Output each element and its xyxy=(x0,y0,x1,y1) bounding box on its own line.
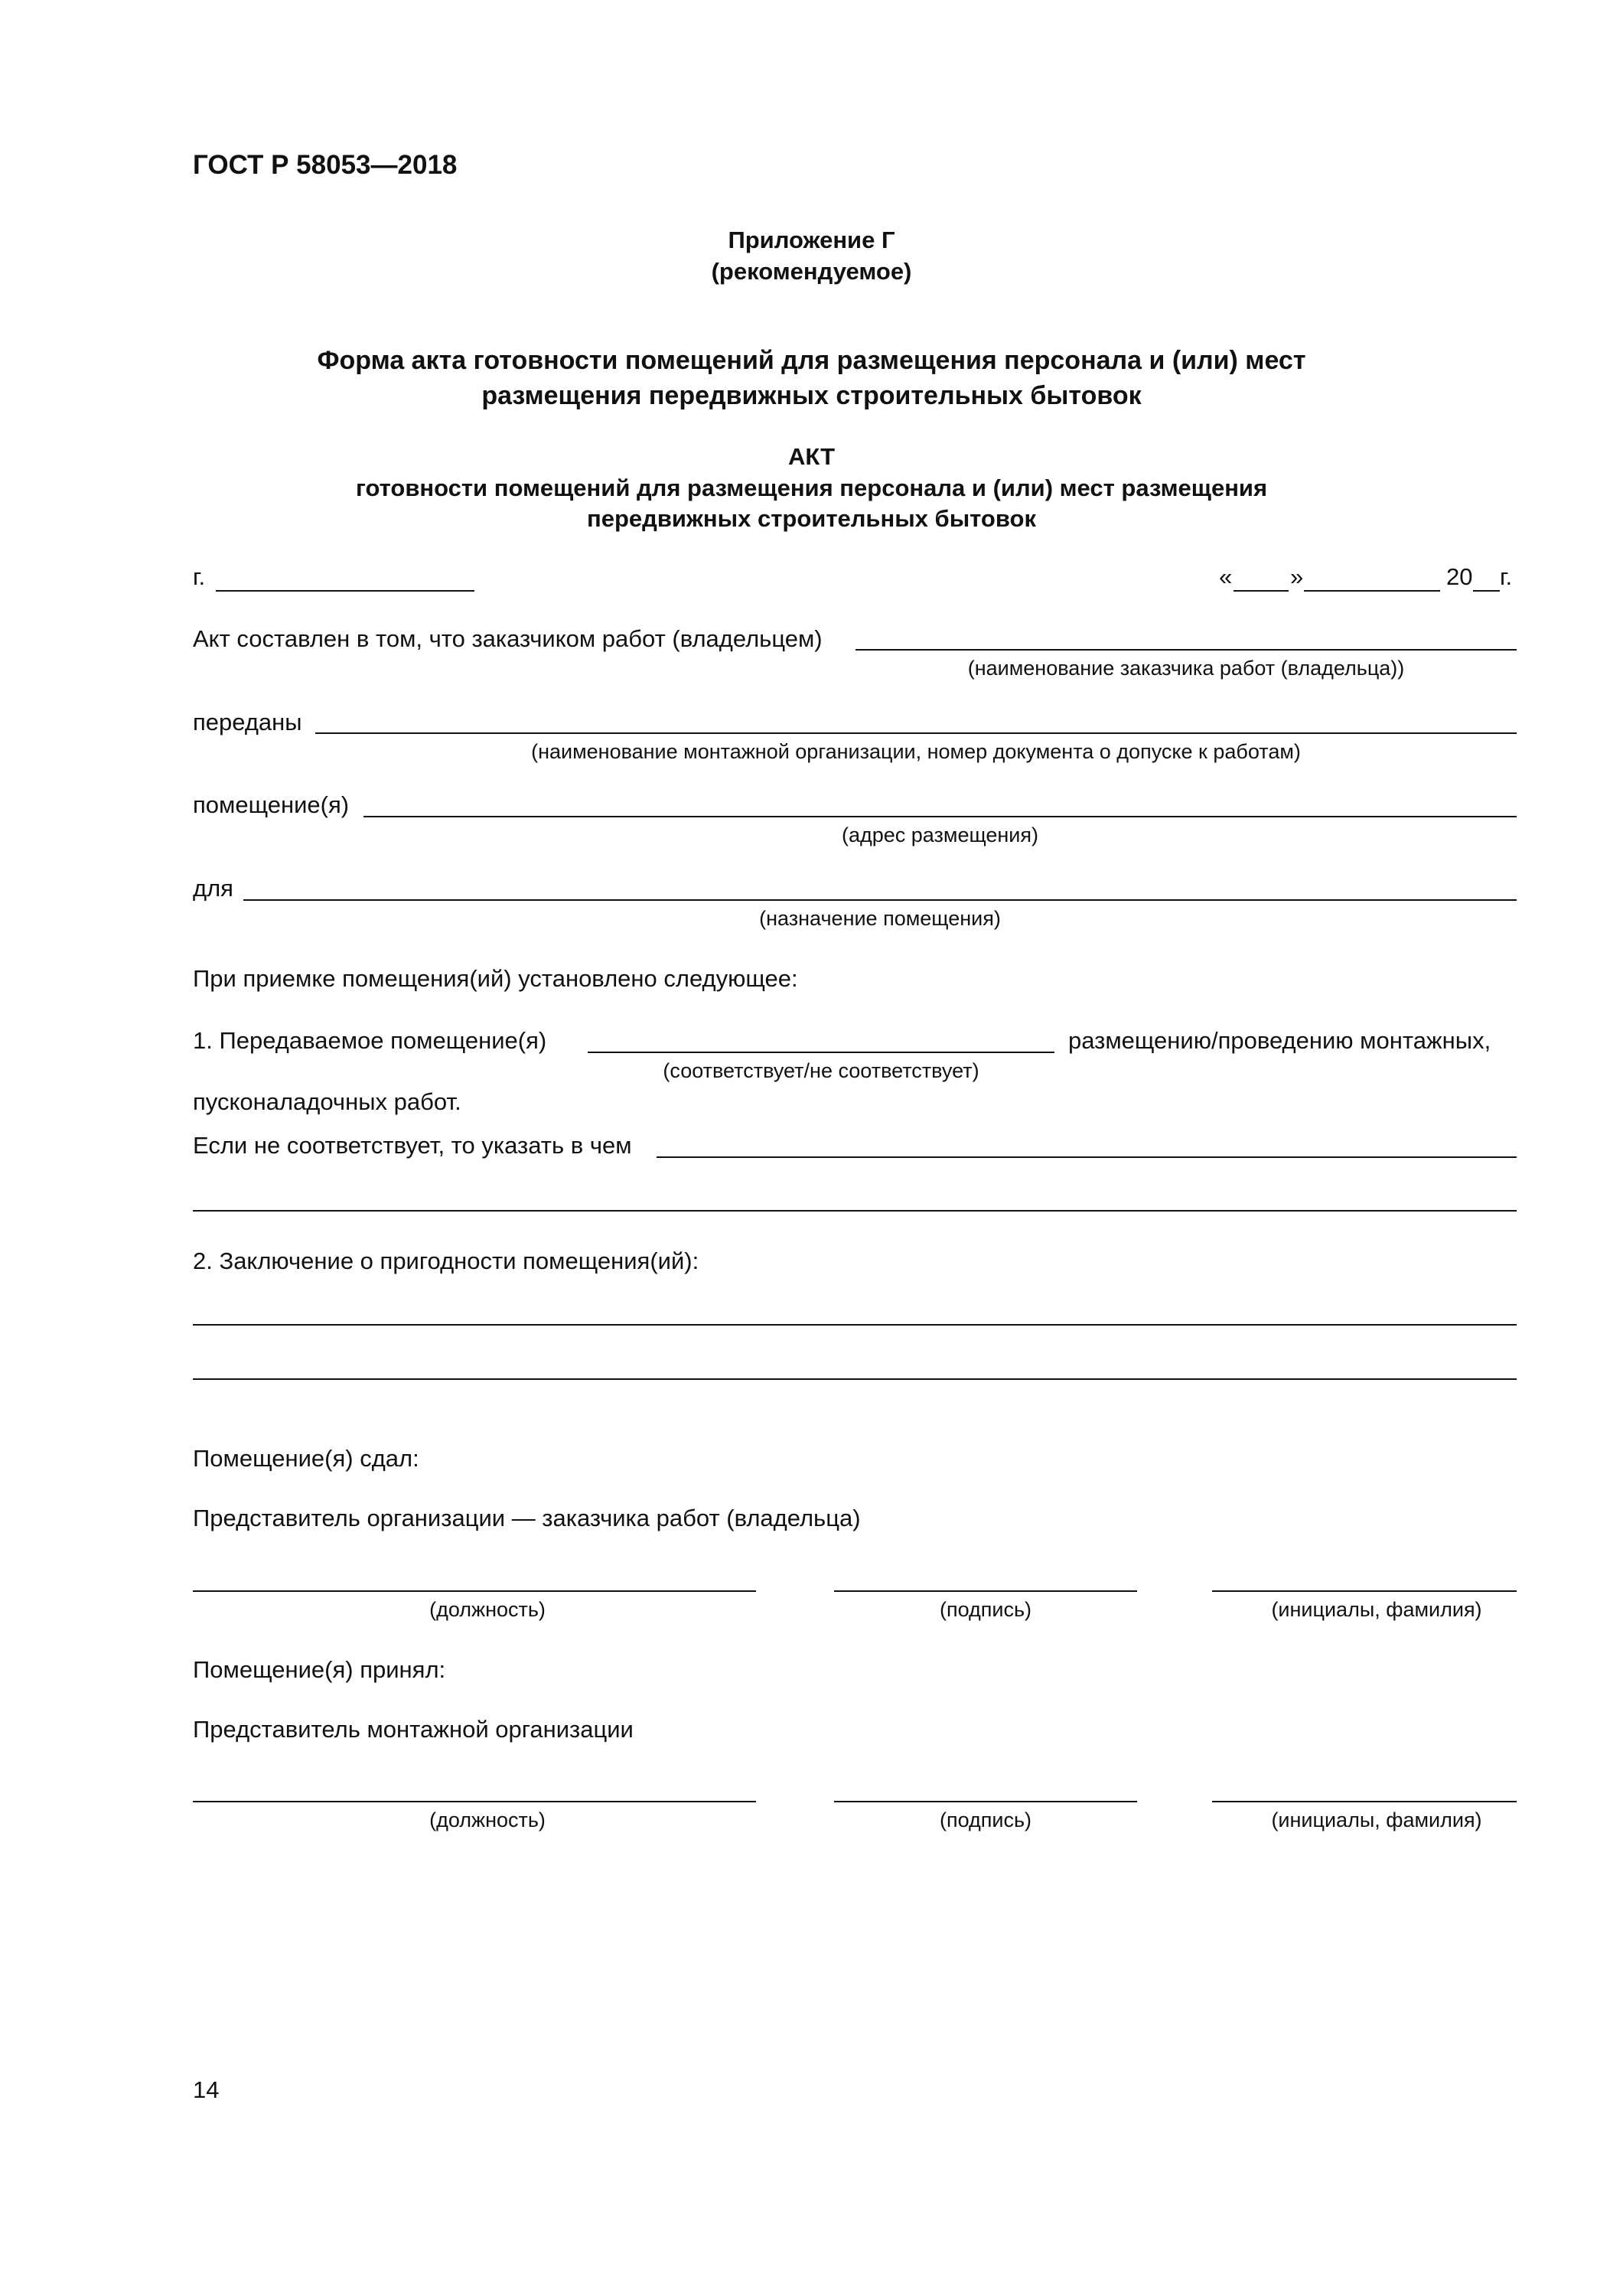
handover-label: Помещение(я) сдал: xyxy=(193,1445,419,1472)
page-number: 14 xyxy=(193,2076,220,2103)
premises-caption: (адрес размещения) xyxy=(841,823,1038,846)
handover-signature-field[interactable] xyxy=(834,1590,1137,1592)
date-quote-close: » xyxy=(1290,563,1304,590)
act-title-line2: готовности помещений для размещения персонала и (или) мест размещения xyxy=(355,475,1268,501)
acceptance-name-caption: (инициалы, фамилия) xyxy=(1271,1808,1482,1831)
item1-left-text: 1. Передаваемое помещение(я) xyxy=(193,1027,547,1054)
conclusion-field-2[interactable] xyxy=(193,1378,1517,1380)
premises-field[interactable] xyxy=(363,816,1517,817)
act-title-line3: передвижных строительных бытовок xyxy=(587,505,1036,532)
item1-compliance-field[interactable] xyxy=(588,1052,1054,1053)
date-month-field[interactable] xyxy=(1304,590,1440,592)
acceptance-position-caption: (должность) xyxy=(429,1808,546,1831)
handover-signature-caption: (подпись) xyxy=(939,1598,1032,1621)
purpose-field[interactable] xyxy=(243,899,1517,901)
standard-number: ГОСТ Р 58053—2018 xyxy=(193,150,458,180)
acceptance-representative: Представитель монтажной организации xyxy=(193,1716,634,1743)
findings-intro: При приемке помещения(ий) установлено следующее: xyxy=(193,965,798,992)
date-year-prefix: 20 xyxy=(1446,563,1473,590)
appendix-title: Приложение Г xyxy=(728,227,895,253)
mismatch-field-cont[interactable] xyxy=(193,1210,1517,1212)
handover-position-caption: (должность) xyxy=(429,1598,546,1621)
handover-name-field[interactable] xyxy=(1212,1590,1517,1592)
act-title-line1: АКТ xyxy=(787,443,836,470)
acceptance-position-field[interactable] xyxy=(193,1801,756,1802)
customer-field[interactable] xyxy=(855,649,1517,651)
appendix-status: (рекомендуемое) xyxy=(711,258,912,285)
acceptance-label: Помещение(я) принял: xyxy=(193,1656,446,1683)
transferred-field[interactable] xyxy=(315,732,1517,734)
item1-caption: (соответствует/не соответствует) xyxy=(663,1059,979,1082)
item1-continuation: пусконаладочных работ. xyxy=(193,1088,461,1115)
transferred-caption: (наименование монтажной организации, номер документа о допуске к работам) xyxy=(531,740,1301,763)
item2-label: 2. Заключение о пригодности помещения(ий): xyxy=(193,1247,699,1274)
form-title-line1: Форма акта готовности помещений для размещения персонала и (или) мест xyxy=(317,346,1306,375)
acceptance-signature-field[interactable] xyxy=(834,1801,1137,1802)
mismatch-label: Если не соответствует, то указать в чем xyxy=(193,1132,632,1159)
handover-position-field[interactable] xyxy=(193,1590,756,1592)
city-field[interactable] xyxy=(216,590,474,592)
city-prefix: г. xyxy=(193,563,206,590)
purpose-label: для xyxy=(193,875,233,902)
handover-representative: Представитель организации — заказчика работ (владельца) xyxy=(193,1505,861,1531)
customer-label: Акт составлен в том, что заказчиком работ (владельцем) xyxy=(193,625,823,652)
date-year-field[interactable] xyxy=(1473,590,1500,592)
transferred-label: переданы xyxy=(193,709,302,735)
acceptance-signature-caption: (подпись) xyxy=(939,1808,1032,1831)
item1-right-text: размещению/проведению монтажных, xyxy=(1068,1027,1491,1054)
purpose-caption: (назначение помещения) xyxy=(759,907,1001,930)
mismatch-field[interactable] xyxy=(657,1156,1517,1158)
date-day-field[interactable] xyxy=(1234,590,1289,592)
customer-caption: (наименование заказчика работ (владельца)) xyxy=(967,657,1405,680)
conclusion-field-1[interactable] xyxy=(193,1324,1517,1326)
date-quote-open: « xyxy=(1219,563,1233,590)
date-year-suffix: г. xyxy=(1500,563,1513,590)
premises-label: помещение(я) xyxy=(193,791,350,818)
form-title-line2: размещения передвижных строительных бытовок xyxy=(481,381,1142,410)
handover-name-caption: (инициалы, фамилия) xyxy=(1271,1598,1482,1621)
acceptance-name-field[interactable] xyxy=(1212,1801,1517,1802)
